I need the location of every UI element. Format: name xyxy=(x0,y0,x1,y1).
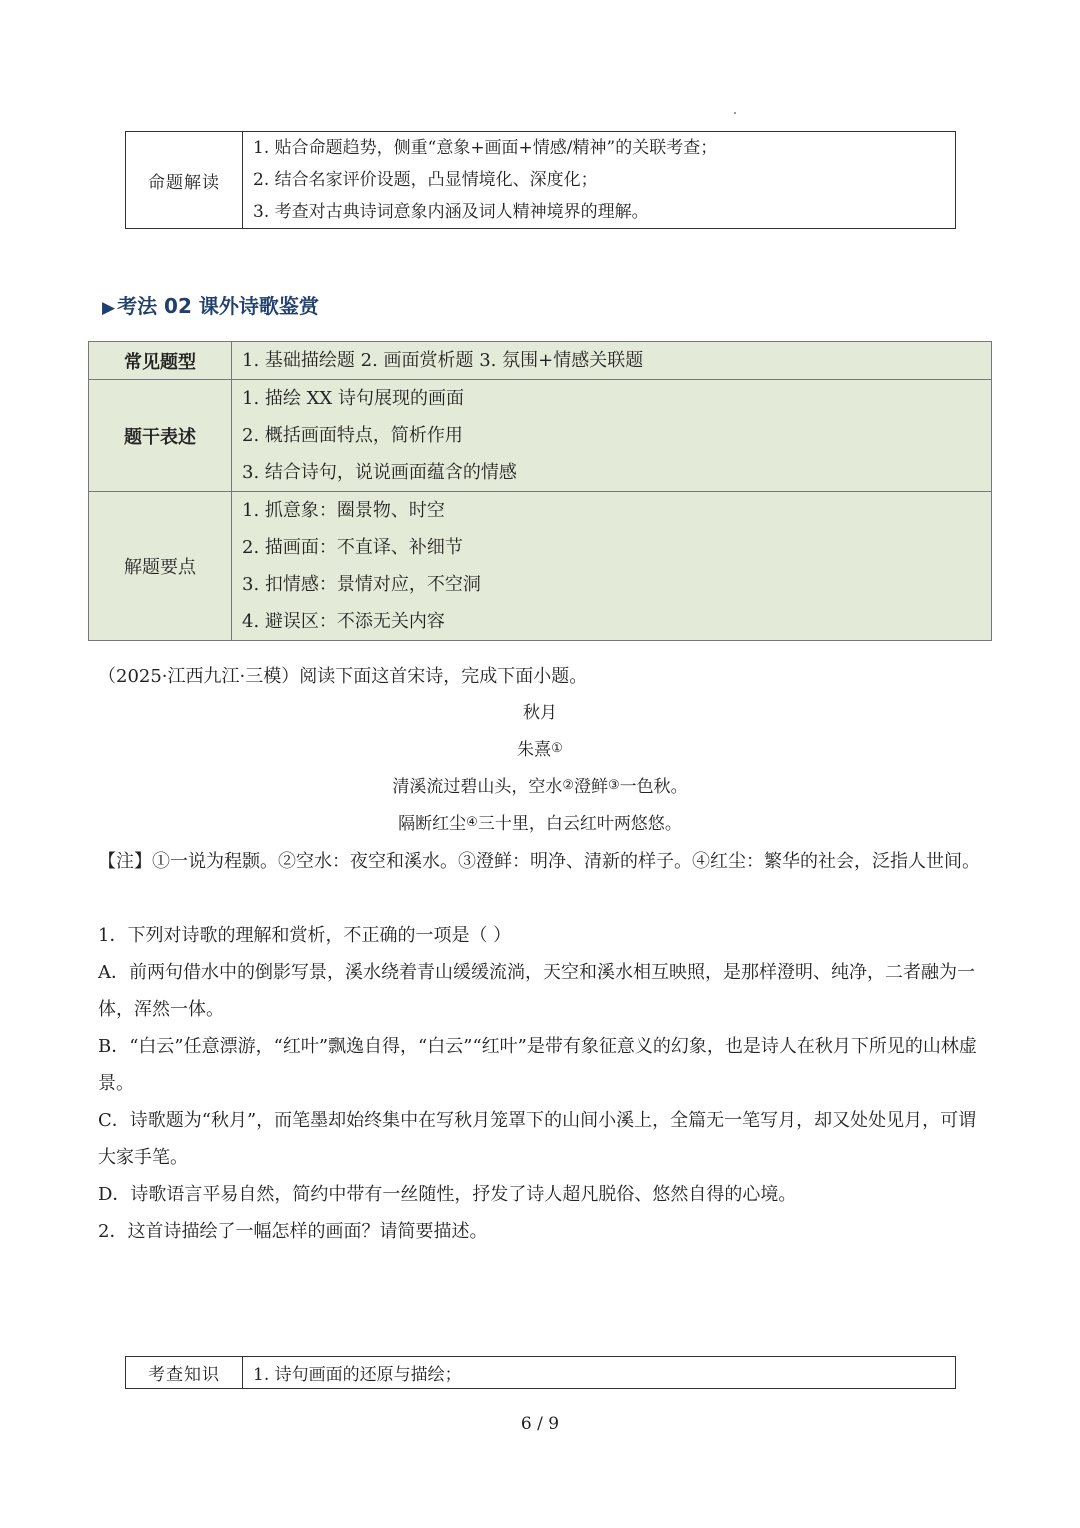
interpretation-line: 1. 贴合命题趋势，侧重“意象+画面+情感/精神”的关联考查； xyxy=(253,138,718,158)
stem-line: 3. 结合诗句，说说画面蕴含的情感 xyxy=(242,462,517,483)
key-point-line: 4. 避误区：不添无关内容 xyxy=(242,611,445,632)
poem-text: 清溪流过碧山头，空水 xyxy=(392,777,563,797)
speck xyxy=(734,112,736,114)
interpretation-label: 命题解读 xyxy=(126,132,243,229)
stem-line: 2. 概括画面特点，简析作用 xyxy=(242,425,463,446)
author-name: 朱熹 xyxy=(517,740,552,760)
option-b: B．“白云”任意漂游，“红叶”飘逸自得，“白云”“红叶”是带有象征意义的幻象，也是诗人在秋月下所见的山林虚景。 xyxy=(98,1036,977,1094)
stem-label: 题干表述 xyxy=(89,380,232,492)
question-types-label: 常见题型 xyxy=(89,342,232,380)
note-mark: ③ xyxy=(608,778,620,793)
option-d: D．诗歌语言平易自然，简约中带有一丝随性，抒发了诗人超凡脱俗、悠然自得的心境。 xyxy=(98,1184,797,1205)
question-types-text: 1. 基础描绘题 2. 画面赏析题 3. 氛围+情感关联题 xyxy=(242,350,644,371)
note-mark: ② xyxy=(562,778,574,793)
poem-title: 秋月 xyxy=(523,703,557,723)
interpretation-line: 3. 考查对古典诗词意象内涵及词人精神境界的理解。 xyxy=(253,202,649,222)
poem-line-1 xyxy=(98,769,982,806)
stem-line: 1. 描绘 XX 诗句展现的画面 xyxy=(242,388,464,409)
source-line: （2025·江西九江·三模）阅读下面这首宋诗，完成下面小题。 xyxy=(98,666,588,687)
option-c: C．诗歌题为“秋月”，而笔墨却始终集中在写秋月笼罩下的山间小溪上，全篇无一笔写月，却又处处见月，可谓大家手笔。 xyxy=(98,1110,977,1168)
poem-text: 一色秋。 xyxy=(619,777,688,797)
note-mark: ④ xyxy=(466,815,478,830)
key-point-line: 1. 抓意象：圈景物、时空 xyxy=(242,500,445,521)
poem-text: 隔断红尘 xyxy=(398,814,467,834)
annotation-note: 【注】①一说为程颢。②空水：夜空和溪水。③澄鲜：明净、清新的样子。④红尘：繁华的社会，泛指人世间。 xyxy=(98,851,980,872)
triangle-icon: ▶ xyxy=(102,298,116,318)
poem-text: 三十里，白云红叶两悠悠。 xyxy=(477,814,682,834)
question-2: 2．这首诗描绘了一幅怎样的画面？请简要描述。 xyxy=(98,1221,488,1242)
method-table xyxy=(88,341,992,641)
key-point-line: 2. 描画面：不直译、补细节 xyxy=(242,537,463,558)
question-1: 1．下列对诗歌的理解和赏析，不正确的一项是（ ） xyxy=(98,925,512,946)
poem-text: 澄鲜 xyxy=(574,777,608,797)
interpretation-line: 2. 结合名家评价设题，凸显情境化、深度化； xyxy=(253,170,598,190)
page-number: 6 / 9 xyxy=(520,1414,560,1434)
poem-author xyxy=(98,732,982,769)
poem-line-2 xyxy=(98,806,982,843)
option-a: A．前两句借水中的倒影写景，溪水绕着青山缓缓流淌，天空和溪水相互映照，是那样澄明、纯净，二者融为一体，浑然一体。 xyxy=(98,962,975,1020)
interpretation-table xyxy=(125,131,956,229)
knowledge-line: 1. 诗句画面的还原与描绘； xyxy=(243,1357,956,1389)
section-heading xyxy=(102,290,319,319)
knowledge-table xyxy=(125,1356,956,1389)
key-points-label: 解题要点 xyxy=(89,492,232,641)
section-title: 考法 02 课外诗歌鉴赏 xyxy=(117,294,319,318)
key-point-line: 3. 扣情感：景情对应，不空洞 xyxy=(242,574,481,595)
author-note-mark: ① xyxy=(551,741,563,756)
knowledge-label: 考查知识 xyxy=(126,1357,243,1389)
